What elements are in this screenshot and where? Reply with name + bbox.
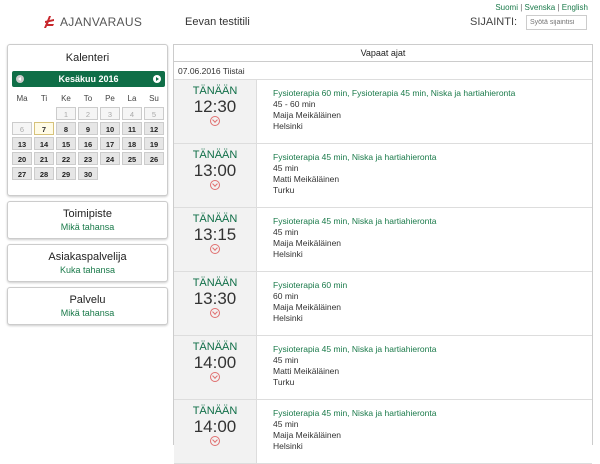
calendar-day[interactable]: 24 — [100, 152, 120, 165]
calendar-day[interactable]: 9 — [78, 122, 98, 135]
chevron-down-icon[interactable] — [210, 244, 220, 254]
slot-time: 14:00 — [193, 353, 237, 372]
weekday-label: Ke — [61, 94, 71, 103]
calendar-day: 6 — [12, 122, 32, 135]
calendar-day[interactable]: 15 — [56, 137, 76, 150]
slot-time: 12:30 — [193, 97, 237, 116]
slot-duration: 45 min — [273, 163, 299, 173]
calendar-day: 3 — [100, 107, 120, 120]
calendar-day[interactable]: 12 — [144, 122, 164, 135]
calendar-day[interactable]: 21 — [34, 152, 54, 165]
weekday-label: Pe — [105, 94, 115, 103]
slot-time: 13:15 — [193, 225, 237, 244]
slot-time: 14:00 — [193, 417, 237, 436]
filter-service[interactable] — [7, 287, 168, 325]
weekday-label: Ma — [16, 94, 28, 103]
slot-duration: 45 - 60 min — [273, 99, 316, 109]
calendar-day[interactable]: 20 — [12, 152, 32, 165]
calendar-day[interactable]: 23 — [78, 152, 98, 165]
weekday-label: Ti — [40, 94, 48, 103]
slot-duration: 45 min — [273, 419, 299, 429]
calendar-day[interactable]: 7 — [34, 122, 54, 135]
slot-day-label: TÄNÄÄN — [192, 277, 238, 289]
slot-time: 13:00 — [193, 161, 237, 180]
slot-service[interactable]: Fysioterapia 45 min, Niska ja hartiahieronta — [273, 216, 437, 226]
time-slot[interactable] — [174, 400, 592, 464]
slot-provider: Matti Meikäläinen — [273, 174, 340, 184]
calendar-empty-cell — [100, 167, 120, 180]
slot-duration: 45 min — [273, 227, 299, 237]
calendar-day[interactable]: 26 — [144, 152, 164, 165]
slot-time-cell[interactable] — [174, 400, 257, 463]
calendar-empty-cell — [122, 167, 142, 180]
chevron-down-icon[interactable] — [210, 436, 220, 446]
logo-text: AJANVARAUS — [60, 15, 143, 29]
filter-provider-title: Asiakaspalvelija — [48, 251, 127, 263]
slot-details — [257, 144, 436, 207]
slot-time-cell[interactable] — [174, 144, 257, 207]
time-slot[interactable] — [174, 336, 592, 400]
filter-service-value[interactable]: Mikä tahansa — [60, 308, 115, 318]
calendar-day[interactable]: 13 — [12, 137, 32, 150]
slot-provider: Maija Meikäläinen — [273, 110, 342, 120]
calendar-title: Kalenteri — [65, 52, 110, 64]
available-times-panel — [173, 44, 593, 451]
slot-details — [257, 272, 347, 335]
calendar-day[interactable]: 8 — [56, 122, 76, 135]
calendar-day[interactable]: 10 — [100, 122, 120, 135]
calendar-day[interactable]: 14 — [34, 137, 54, 150]
logo-icon — [42, 15, 56, 29]
calendar-day: 2 — [78, 107, 98, 120]
slot-time-cell[interactable] — [174, 208, 257, 271]
account-name: Eevan testitili — [185, 16, 250, 28]
time-slot[interactable] — [174, 80, 592, 144]
calendar-day[interactable]: 28 — [34, 167, 54, 180]
chevron-down-icon[interactable] — [210, 116, 220, 126]
calendar-day: 4 — [122, 107, 142, 120]
slot-city: Turku — [273, 377, 295, 387]
slot-time-cell[interactable] — [174, 272, 257, 335]
chevron-down-icon[interactable] — [210, 180, 220, 190]
time-slot[interactable] — [174, 144, 592, 208]
slot-provider: Maija Meikäläinen — [273, 238, 342, 248]
slot-day-label: TÄNÄÄN — [192, 149, 238, 161]
calendar-day[interactable]: 16 — [78, 137, 98, 150]
calendar-day[interactable]: 27 — [12, 167, 32, 180]
slot-duration: 45 min — [273, 355, 299, 365]
slot-day-label: TÄNÄÄN — [192, 213, 238, 225]
language-switcher: Suomi | Svenska | English — [495, 3, 588, 12]
lang-link-svenska[interactable]: Svenska — [524, 3, 556, 12]
slot-provider: Maija Meikäläinen — [273, 430, 342, 440]
calendar-panel — [7, 44, 168, 196]
calendar-month-header — [12, 71, 165, 87]
calendar-day[interactable]: 25 — [122, 152, 142, 165]
slot-details — [257, 80, 515, 143]
calendar-day[interactable]: 30 — [78, 167, 98, 180]
slot-service[interactable]: Fysioterapia 45 min, Niska ja hartiahieronta — [273, 408, 437, 418]
filter-service-title: Palvelu — [69, 294, 106, 306]
slot-details — [257, 336, 436, 399]
slot-provider: Maija Meikäläinen — [273, 302, 342, 312]
calendar-day[interactable]: 18 — [122, 137, 142, 150]
chevron-down-icon[interactable] — [210, 308, 220, 318]
calendar-month-label: Kesäkuu 2016 — [58, 74, 119, 84]
weekday-label: La — [127, 94, 137, 103]
chevron-down-icon[interactable] — [210, 372, 220, 382]
slot-city: Helsinki — [273, 249, 303, 259]
prev-month-icon[interactable] — [16, 75, 24, 83]
calendar-day[interactable]: 19 — [144, 137, 164, 150]
filter-location-title: Toimipiste — [63, 208, 112, 220]
calendar-day: 1 — [56, 107, 76, 120]
filter-provider[interactable] — [7, 244, 168, 282]
calendar-day[interactable]: 22 — [56, 152, 76, 165]
time-slot[interactable] — [174, 208, 592, 272]
slot-list — [174, 80, 592, 464]
slot-time-cell[interactable] — [174, 80, 257, 143]
slot-provider: Matti Meikäläinen — [273, 366, 340, 376]
calendar-grid — [12, 93, 165, 180]
calendar-day[interactable]: 11 — [122, 122, 142, 135]
filter-provider-value[interactable]: Kuka tahansa — [59, 265, 116, 275]
header — [0, 0, 600, 40]
slot-time: 13:30 — [193, 289, 237, 308]
calendar-day[interactable]: 17 — [100, 137, 120, 150]
slot-service[interactable]: Fysioterapia 60 min, Fysioterapia 45 min, Niska ja hartiahieronta — [273, 88, 516, 98]
time-slot[interactable] — [174, 272, 592, 336]
slot-day-label: TÄNÄÄN — [192, 341, 238, 353]
slot-time-cell[interactable] — [174, 336, 257, 399]
slot-service[interactable]: Fysioterapia 60 min — [273, 280, 348, 290]
next-month-icon[interactable] — [153, 75, 161, 83]
filter-location[interactable] — [7, 201, 168, 239]
lang-link-suomi[interactable]: Suomi — [495, 3, 518, 12]
calendar-empty-cell — [12, 107, 32, 120]
slot-city: Turku — [273, 185, 295, 195]
location-label: SIJAINTI: — [470, 16, 518, 28]
calendar-day: 5 — [144, 107, 164, 120]
logo[interactable] — [42, 15, 142, 29]
slot-city: Helsinki — [273, 441, 303, 451]
slot-service[interactable]: Fysioterapia 45 min, Niska ja hartiahieronta — [273, 152, 437, 162]
available-times-title: Vapaat ajat — [174, 45, 592, 62]
slot-service[interactable]: Fysioterapia 45 min, Niska ja hartiahieronta — [273, 344, 437, 354]
calendar-empty-cell — [34, 107, 54, 120]
slot-details — [257, 208, 436, 271]
calendar-day[interactable]: 29 — [56, 167, 76, 180]
calendar-empty-cell — [144, 167, 164, 180]
weekday-label: To — [83, 94, 93, 103]
date-heading: 07.06.2016 Tiistai — [174, 62, 592, 80]
slot-city: Helsinki — [273, 121, 303, 131]
slot-city: Helsinki — [273, 313, 303, 323]
location-input[interactable] — [526, 15, 587, 30]
lang-link-english[interactable]: English — [561, 3, 588, 12]
weekday-label: Su — [149, 94, 159, 103]
slot-duration: 60 min — [273, 291, 299, 301]
filter-location-value[interactable]: Mikä tahansa — [60, 222, 115, 232]
slot-day-label: TÄNÄÄN — [192, 85, 238, 97]
slot-day-label: TÄNÄÄN — [192, 405, 238, 417]
slot-details — [257, 400, 436, 463]
